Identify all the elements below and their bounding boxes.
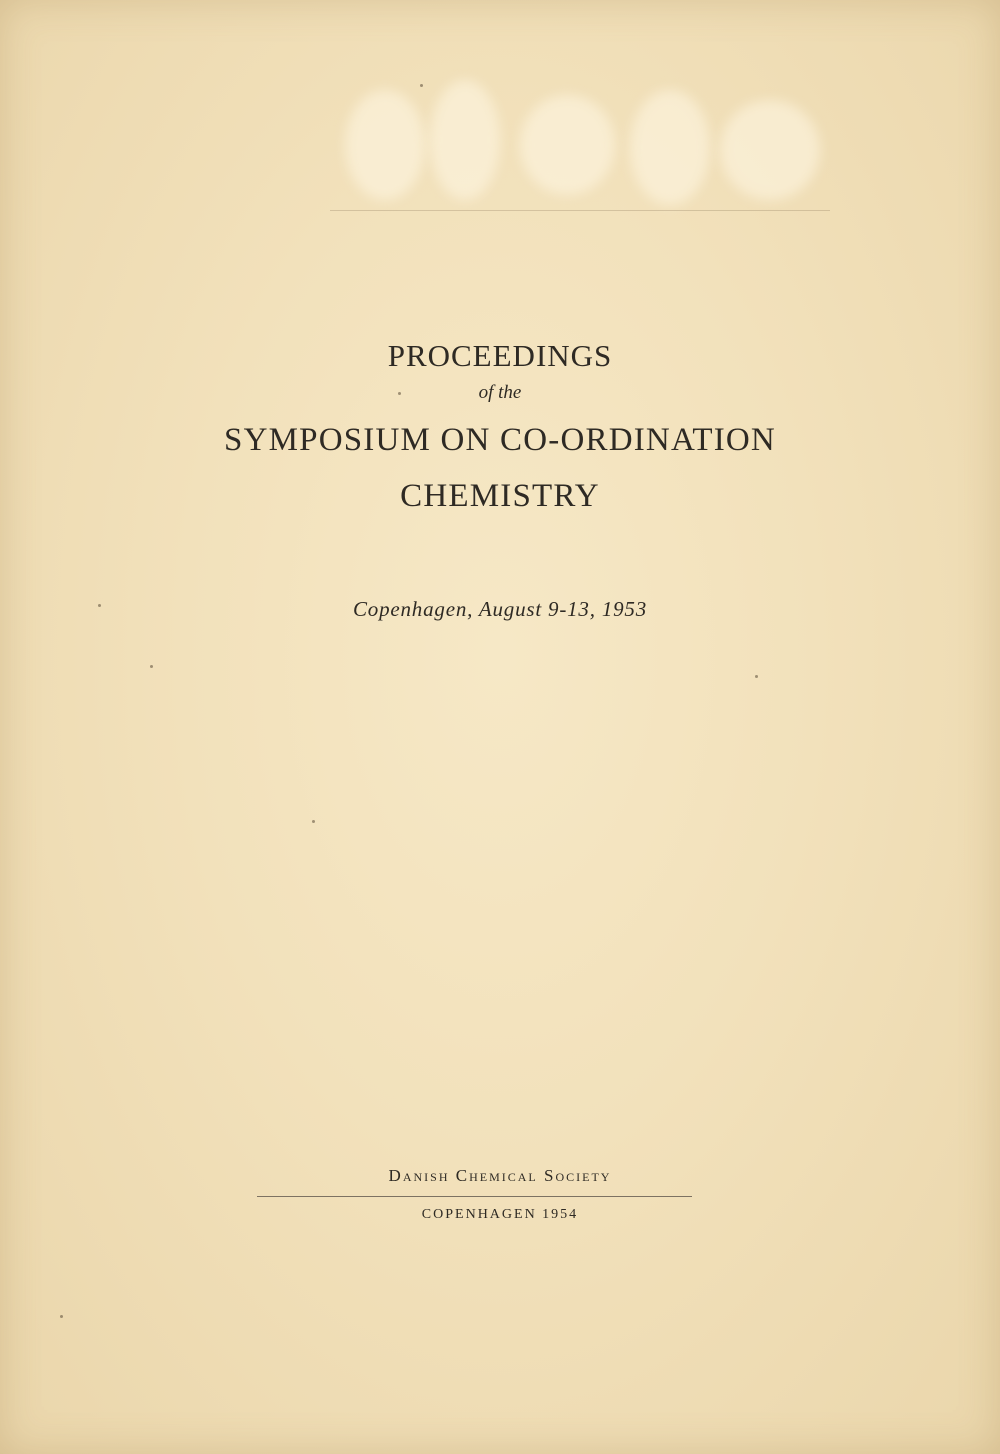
paper-stain xyxy=(720,100,820,200)
divider-rule xyxy=(257,1196,692,1197)
cover-title xyxy=(0,332,1000,524)
title-connector: of the xyxy=(478,382,522,403)
title-chemistry: CHEMISTRY xyxy=(400,478,600,514)
event-place-date: Copenhagen, August 9-13, 1953 xyxy=(352,597,648,621)
paper-stain xyxy=(630,90,710,205)
imprint-place-year: COPENHAGEN 1954 xyxy=(421,1207,579,1222)
paper-speck xyxy=(755,675,758,678)
faded-mark xyxy=(330,210,830,211)
paper-stain xyxy=(430,80,500,200)
paper-speck xyxy=(420,84,423,87)
paper-speck xyxy=(60,1315,63,1318)
publisher-name: Danish Chemical Society xyxy=(388,1166,612,1185)
paper-speck xyxy=(312,820,315,823)
title-proceedings: PROCEEDINGS xyxy=(387,338,613,373)
paper-stain xyxy=(345,90,425,200)
title-symposium: SYMPOSIUM ON CO-ORDINATION xyxy=(224,422,776,458)
paper-speck xyxy=(150,665,153,668)
paper-stain xyxy=(520,95,615,195)
